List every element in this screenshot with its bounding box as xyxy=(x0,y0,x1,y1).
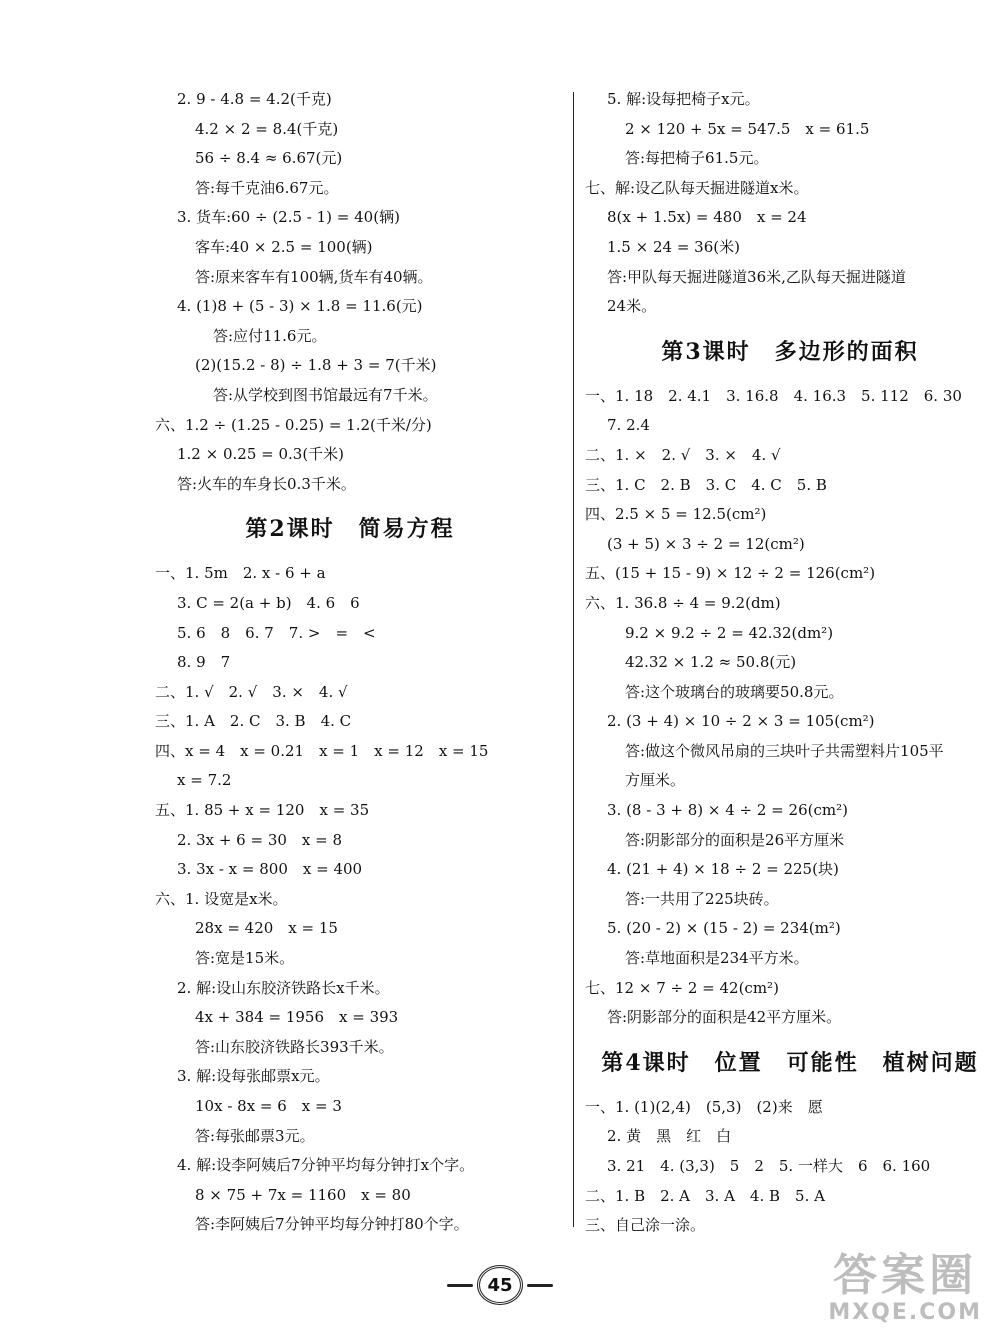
left-answer-line: (2)(15.2 - 8) ÷ 1.8 + 3 = 7(千米) xyxy=(195,356,437,375)
watermark-logo-en: MXQE.COM xyxy=(828,1300,982,1325)
left-answer-line: 2. 解:设山东胶济铁路长x千米。 xyxy=(177,978,390,997)
left-answer-line: 28x = 420 x = 15 xyxy=(195,919,338,938)
right-answer-line: 答:阴影部分的面积是26平方厘米 xyxy=(625,830,845,849)
left-column xyxy=(155,85,545,1240)
right-answer-line: 2. 黄 黑 红 白 xyxy=(607,1127,732,1146)
right-answer-line: 四、2.5 × 5 = 12.5(cm²) xyxy=(585,505,767,524)
right-answer-line: 二、1. B 2. A 3. A 4. B 5. A xyxy=(585,1186,825,1205)
right-answer-line: 答:甲队每天掘进隧道36米,乙队每天掘进隧道 xyxy=(607,267,906,286)
right-answer-line: 答:草地面积是234平方米。 xyxy=(625,949,809,968)
right-answer-line: 8(x + 1.5x) = 480 x = 24 xyxy=(607,208,807,227)
left-answer-line: 3. 解:设每张邮票x元。 xyxy=(177,1067,330,1086)
left-answer-line: 4x + 384 = 1956 x = 393 xyxy=(195,1008,399,1027)
left-answer-line: 4. (1)8 + (5 - 3) × 1.8 = 11.6(元) xyxy=(177,297,423,316)
page-number-badge: 45 xyxy=(477,1265,523,1305)
right-answer-line: 答:做这个微风吊扇的三块叶子共需塑料片105平 xyxy=(625,741,944,760)
page-number-ornament-right xyxy=(527,1284,553,1287)
right-answer-line: 3. (8 - 3 + 8) × 4 ÷ 2 = 26(cm²) xyxy=(607,801,848,820)
right-answer-line: 一、1. (1)(2,4) (5,3) (2)来 愿 xyxy=(585,1097,823,1116)
right-answer-line: 9.2 × 9.2 ÷ 2 = 42.32(dm²) xyxy=(625,623,834,642)
left-answer-line: 客车:40 × 2.5 = 100(辆) xyxy=(195,237,373,256)
right-answer-line: 5. 解:设每把椅子x元。 xyxy=(607,90,760,108)
right-answer-line: 七、解:设乙队每天掘进隧道x米。 xyxy=(585,178,809,197)
left-answer-line: 8. 9 7 xyxy=(177,653,231,672)
right-answer-line: 2. (3 + 4) × 10 ÷ 2 × 3 = 105(cm²) xyxy=(607,712,875,731)
right-answer-line: 三、1. C 2. B 3. C 4. C 5. B xyxy=(585,475,827,494)
left-answer-line: 答:原来客车有100辆,货车有40辆。 xyxy=(195,267,433,286)
right-section-heading: 第4课时 位置 可能性 植树问题 xyxy=(601,1049,979,1076)
left-answer-line: 3. 货车:60 ÷ (2.5 - 1) = 40(辆) xyxy=(177,208,400,227)
right-answer-line: 三、自己涂一涂。 xyxy=(585,1216,706,1235)
page-number xyxy=(447,1265,553,1305)
left-answer-line: 答:每张邮票3元。 xyxy=(195,1126,315,1145)
left-answer-line: 一、1. 5m 2. x - 6 + a xyxy=(155,564,326,583)
left-answer-line: 答:火车的车身长0.3千米。 xyxy=(177,474,356,493)
left-answer-line: 三、1. A 2. C 3. B 4. C xyxy=(155,712,352,731)
right-answer-line: (3 + 5) × 3 ÷ 2 = 12(cm²) xyxy=(607,534,805,553)
right-answer-line: 24米。 xyxy=(607,297,657,316)
left-answer-line: 五、1. 85 + x = 120 x = 35 xyxy=(155,801,370,820)
left-answer-line: 答:李阿姨后7分钟平均每分钟打80个字。 xyxy=(195,1215,469,1234)
right-answer-line: 答:这个玻璃台的玻璃要50.8元。 xyxy=(625,682,844,701)
column-divider xyxy=(573,92,574,1227)
left-answer-line: 答:从学校到图书馆最远有7千米。 xyxy=(213,385,438,404)
left-answer-line: 8 × 75 + 7x = 1160 x = 80 xyxy=(195,1185,411,1204)
left-answer-line: 二、1. √ 2. √ 3. × 4. √ xyxy=(155,682,348,701)
watermark-logo-cn: 答案圈 xyxy=(833,1250,978,1301)
right-answer-line: 3. 21 4. (3,3) 5 2 5. 一样大 6 6. 160 xyxy=(607,1157,931,1175)
right-answer-line: 4. (21 + 4) × 18 ÷ 2 = 225(块) xyxy=(607,860,839,879)
right-answer-line: 一、1. 18 2. 4.1 3. 16.8 4. 16.3 5. 112 6. 30 xyxy=(585,386,962,405)
right-answer-line: 答:每把椅子61.5元。 xyxy=(625,149,769,168)
left-answer-line: 2. 9 - 4.8 = 4.2(千克) xyxy=(177,90,332,108)
left-answer-line: 3. C = 2(a + b) 4. 6 6 xyxy=(177,593,360,612)
right-answer-line: 二、1. × 2. √ 3. × 4. √ xyxy=(585,445,781,464)
left-answer-line: 答:宽是15米。 xyxy=(195,949,295,968)
right-section-heading: 第3课时 多边形的面积 xyxy=(661,338,919,365)
left-answer-line: x = 7.2 xyxy=(177,771,232,790)
left-answer-line: 答:每千克油6.67元。 xyxy=(195,178,339,197)
right-answer-line: 五、(15 + 15 - 9) × 12 ÷ 2 = 126(cm²) xyxy=(585,564,876,583)
right-answer-line: 7. 2.4 xyxy=(607,416,650,435)
left-answer-line: 答:山东胶济铁路长393千米。 xyxy=(195,1037,394,1056)
left-section-heading: 第2课时 简易方程 xyxy=(245,516,455,543)
left-answer-line: 10x - 8x = 6 x = 3 xyxy=(195,1097,342,1115)
right-answer-line: 答:阴影部分的面积是42平方厘米。 xyxy=(607,1008,842,1027)
right-answer-line: 1.5 × 24 = 36(米) xyxy=(607,237,740,256)
right-answer-line: 5. (20 - 2) × (15 - 2) = 234(m²) xyxy=(607,919,841,938)
left-answer-line: 3. 3x - x = 800 x = 400 xyxy=(177,860,363,879)
right-answer-line: 2 × 120 + 5x = 547.5 x = 61.5 xyxy=(625,119,870,138)
left-answer-line: 四、x = 4 x = 0.21 x = 1 x = 12 x = 15 xyxy=(155,741,489,760)
left-answer-line: 六、1. 设宽是x米。 xyxy=(155,889,288,908)
left-answer-line: 六、1.2 ÷ (1.25 - 0.25) = 1.2(千米/分) xyxy=(155,415,432,434)
left-answer-line: 2. 3x + 6 = 30 x = 8 xyxy=(177,830,343,849)
left-answer-line: 1.2 × 0.25 = 0.3(千米) xyxy=(177,445,345,464)
right-answer-line: 方厘米。 xyxy=(625,771,686,790)
left-answer-line: 4. 解:设李阿姨后7分钟平均每分钟打x个字。 xyxy=(177,1156,475,1175)
left-answer-line: 56 ÷ 8.4 ≈ 6.67(元) xyxy=(195,149,343,168)
right-answer-line: 42.32 × 1.2 ≈ 50.8(元) xyxy=(625,653,797,672)
watermark-logo xyxy=(828,1252,982,1326)
left-answer-line: 4.2 × 2 = 8.4(千克) xyxy=(195,119,339,138)
right-column xyxy=(585,85,995,1241)
page-number-ornament-left xyxy=(447,1284,473,1287)
right-answer-line: 七、12 × 7 ÷ 2 = 42(cm²) xyxy=(585,978,779,997)
right-answer-line: 六、1. 36.8 ÷ 4 = 9.2(dm) xyxy=(585,593,781,612)
right-answer-line: 答:一共用了225块砖。 xyxy=(625,889,779,908)
left-answer-line: 5. 6 8 6. 7 7. > = < xyxy=(177,623,376,642)
left-answer-line: 答:应付11.6元。 xyxy=(213,326,327,345)
